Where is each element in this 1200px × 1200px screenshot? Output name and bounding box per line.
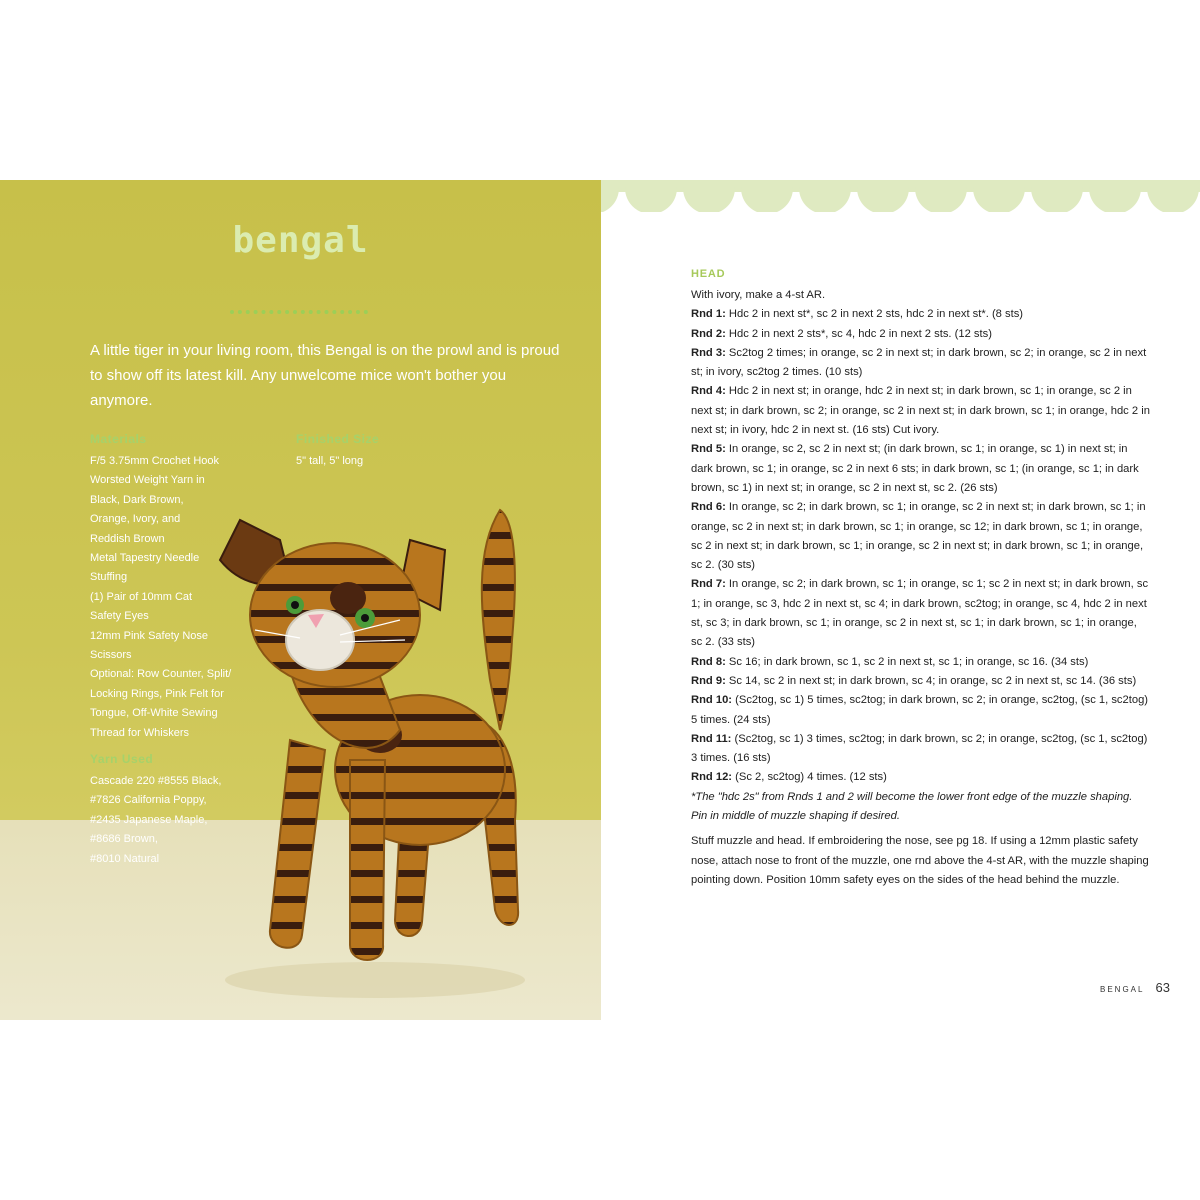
- list-item: F/5 3.75mm Crochet Hook: [90, 455, 219, 467]
- list-item: #2435 Japanese Maple,: [90, 813, 208, 826]
- title-divider: [230, 310, 368, 314]
- page-folio: [1100, 980, 1170, 995]
- list-item: (1) Pair of 10mm Cat: [90, 590, 193, 603]
- intro-paragraph: A little tiger in your living room, this Bengal is on the prowl and is proud to show off its latest kill. Any unwelcome mice won't bother you anymore.: [90, 342, 560, 409]
- pattern-line: Rnd 2: Hdc 2 in next 2 sts*, sc 4, hdc 2 in next 2 sts. (12 sts): [691, 327, 992, 340]
- pattern-line: Rnd 11: (Sc2tog, sc 1) 3 times, sc2tog; in dark brown, sc 2; in orange, sc2tog, (sc 1, sc2tog) 3 times. (16 sts): [691, 732, 1148, 765]
- running-footer: BENGAL: [1100, 985, 1145, 994]
- finished-size-heading: Finished Size: [296, 432, 380, 446]
- list-item: Thread for Whiskers: [90, 726, 190, 739]
- pattern-line: Rnd 4: Hdc 2 in next st; in orange, hdc 2 in next st; in dark brown, sc 1; in orange, sc 2 in next st; in dark brown, sc 2; in orange, sc 2 in next st; in dark brown, sc 1; in orange, hdc 2 in next st; in ivory, hdc 2 in next st. (16 sts) Cut ivory.: [691, 385, 1150, 437]
- pattern-line: With ivory, make a 4-st AR.: [691, 289, 826, 301]
- pattern-line: Rnd 6: In orange, sc 2; in dark brown, sc 1; in orange, sc 2 in next st; in dark brown, sc 1; in orange, sc 2 in next st; in dark brown, sc 1; in orange, sc 12; in dark brown, sc 1; in orange, sc 2 in next st; in dark brown, sc 1; in orange, sc 2 in next st; in dark brown, sc 1; in orange, sc 2. (30 sts): [691, 501, 1146, 572]
- right-page: [601, 180, 1200, 1020]
- page-number: 63: [1155, 980, 1170, 995]
- section-heading: HEAD: [691, 268, 726, 280]
- list-item: Reddish Brown: [90, 532, 165, 545]
- list-item: Metal Tapestry Needle: [90, 552, 200, 565]
- materials-heading: Materials: [90, 432, 147, 446]
- pattern-line: Rnd 8: Sc 16; in dark brown, sc 1, sc 2 in next st, sc 1; in orange, sc 16. (34 sts): [691, 655, 1089, 668]
- list-item: 12mm Pink Safety Nose: [90, 629, 208, 642]
- list-item: Tongue, Off-White Sewing: [90, 707, 218, 720]
- list-item: #8686 Brown,: [90, 833, 158, 846]
- pattern-line: Rnd 7: In orange, sc 2; in dark brown, sc 1; in orange, sc 1; sc 2 in next st; in dark brown, sc 1; in orange, sc 3, hdc 2 in next st, sc 4; in dark brown, sc2tog; in orange, sc 4, hdc 2 in next st, sc 3; in dark brown, sc 1; in orange, sc 2 in next st, sc 1; in dark brown, sc 1; in orange, sc 2. (33 sts): [691, 578, 1149, 649]
- list-item: Safety Eyes: [90, 610, 149, 623]
- list-item: Scissors: [90, 649, 132, 662]
- list-item: Orange, Ivory, and: [90, 513, 181, 526]
- list-item: Cascade 220 #8555 Black,: [90, 775, 222, 787]
- pattern-line: Rnd 1: Hdc 2 in next st*, sc 2 in next 2 sts, hdc 2 in next st*. (8 sts): [691, 308, 1024, 321]
- yarn-used-heading: Yarn Used: [90, 752, 154, 766]
- pattern-note: *The "hdc 2s" from Rnds 1 and 2 will become the lower front edge of the muzzle shaping. Pin in middle of muzzle shaping if desired.: [691, 790, 1133, 823]
- pattern-line: Rnd 9: Sc 14, sc 2 in next st; in dark brown, sc 4; in orange, sc 2 in next st, sc 14. (36 sts): [691, 674, 1137, 687]
- crochet-cat-photo: [200, 490, 560, 1010]
- finished-size-list: [296, 452, 436, 471]
- book-spread: [0, 180, 1200, 1020]
- page-title: bengal: [232, 220, 369, 261]
- list-item: Optional: Row Counter, Split/: [90, 668, 232, 681]
- pattern-line: Rnd 12: (Sc 2, sc2tog) 4 times. (12 sts): [691, 771, 887, 784]
- pattern-line: Rnd 3: Sc2tog 2 times; in orange, sc 2 in next st; in dark brown, sc 2; in orange, sc 2 in next st; in ivory, sc2tog 2 times. (10 sts): [691, 346, 1147, 379]
- left-page: [0, 180, 601, 1020]
- pattern-line: Rnd 5: In orange, sc 2, sc 2 in next st; (in dark brown, sc 1; in orange, sc 1) in next st; in dark brown, sc 1; in orange, sc 2 in next 6 sts; in dark brown, sc 1; (in orange, sc 1; in dark brown, sc 1) in next st; in orange, sc 2 in next st, sc 2. (26 sts): [691, 443, 1139, 494]
- closing-paragraph: Stuff muzzle and head. If embroidering the nose, see pg 18. If using a 12mm plastic safety nose, attach nose to front of the muzzle, one rnd above the 4-st AR, with the muzzle shaping pointing down. Position 10mm safety eyes on the sides of the head behind the muzzle.: [691, 835, 1149, 886]
- scallop-border-icon: [601, 180, 1200, 212]
- list-item: Black, Dark Brown,: [90, 493, 184, 506]
- pattern-line: Rnd 10: (Sc2tog, sc 1) 5 times, sc2tog; in dark brown, sc 2; in orange, sc2tog, (sc 1, sc2tog) 5 times. (24 sts): [691, 694, 1149, 726]
- list-item: #7826 California Poppy,: [90, 794, 207, 807]
- list-item: Locking Rings, Pink Felt for: [90, 687, 224, 700]
- list-item: Stuffing: [90, 571, 128, 584]
- list-item: Worsted Weight Yarn in: [90, 474, 205, 487]
- list-item: 5" tall, 5" long: [296, 455, 364, 467]
- list-item: #8010 Natural: [90, 852, 160, 865]
- pattern-instructions: [691, 286, 1151, 890]
